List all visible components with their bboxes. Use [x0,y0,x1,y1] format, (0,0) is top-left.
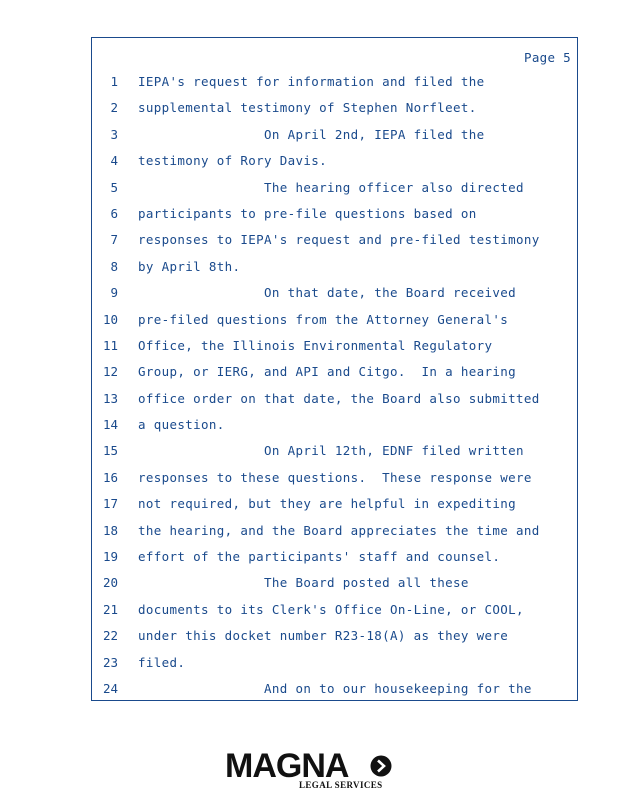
transcript-line [92,391,577,417]
line-number: 2 [110,100,118,116]
line-text: a question. [138,417,225,433]
line-text: effort of the participants' staff and counsel. [138,549,501,565]
transcript-line [92,549,577,575]
line-text: by April 8th. [138,258,241,274]
line-text: pre-filed questions from the Attorney General's [138,311,509,327]
magna-logo [225,748,395,792]
transcript-line [92,575,577,601]
line-text: under this docket number R23-18(A) as they were [138,628,509,644]
line-text: IEPA's request for information and filed the [138,74,485,89]
line-text: And on to our housekeeping for the [138,680,532,696]
transcript-line [92,655,577,681]
transcript-line [92,259,577,285]
line-text: The Board posted all these [138,575,469,591]
line-text: On April 2nd, IEPA filed the [138,126,485,142]
line-text: the hearing, and the Board appreciates the time and [138,522,540,538]
line-text: documents to its Clerk's Office On-Line, or COOL, [138,601,524,617]
line-number: 16 [102,469,118,485]
transcript-line [92,496,577,522]
line-number: 19 [102,549,118,565]
transcript-line [92,470,577,496]
transcript-line [92,232,577,258]
line-text: supplemental testimony of Stephen Norfleet. [138,100,477,116]
line-text: Group, or IERG, and API and Citgo. In a hearing [138,364,517,380]
line-number: 8 [110,258,118,274]
line-number: 4 [110,153,118,169]
line-number: 13 [102,390,118,406]
transcript-line [92,285,577,311]
line-number: 24 [102,680,118,696]
line-number: 15 [102,443,118,459]
line-text: filed. [138,654,186,670]
line-number: 6 [110,205,118,221]
line-number: 10 [102,311,118,327]
line-text: testimony of Rory Davis. [138,153,328,169]
line-number: 22 [102,628,118,644]
line-text: office order on that date, the Board also submitted [138,390,540,406]
transcript-line [92,180,577,206]
line-text: On that date, the Board received [138,285,517,301]
line-number: 7 [110,232,118,248]
line-number: 9 [110,285,118,301]
line-number: 12 [102,364,118,380]
line-number: 11 [102,337,118,353]
line-text: On April 12th, EDNF filed written [138,443,524,459]
line-text: Office, the Illinois Environmental Regulatory [138,337,493,353]
transcript-line [92,312,577,338]
transcript-line [92,100,577,126]
transcript-line [92,681,577,707]
transcript-page [91,37,578,701]
transcript-lines [92,74,577,707]
transcript-line [92,338,577,364]
transcript-line [92,364,577,390]
line-text: participants to pre-file questions based on [138,205,477,221]
line-number: 1 [110,74,118,89]
transcript-line [92,443,577,469]
line-text: not required, but they are helpful in expediting [138,496,517,512]
page-number: Page 5 [524,50,571,65]
transcript-line [92,153,577,179]
logo-subtitle: LEGAL SERVICES [299,780,383,790]
line-text: responses to these questions. These response were [138,469,532,485]
line-number: 23 [102,654,118,670]
transcript-line [92,523,577,549]
transcript-line [92,127,577,153]
logo-wordmark: MAGNA [225,747,349,785]
line-number: 18 [102,522,118,538]
line-number: 20 [102,575,118,591]
line-number: 14 [102,417,118,433]
line-number: 17 [102,496,118,512]
transcript-line [92,602,577,628]
line-number: 5 [110,179,118,195]
transcript-line [92,74,577,100]
chevron-right-circle-icon [370,755,392,777]
line-text: The hearing officer also directed [138,179,524,195]
line-number: 21 [102,601,118,617]
line-number: 3 [110,126,118,142]
transcript-line [92,417,577,443]
transcript-line [92,206,577,232]
transcript-line [92,628,577,654]
line-text: responses to IEPA's request and pre-filed testimony [138,232,540,248]
